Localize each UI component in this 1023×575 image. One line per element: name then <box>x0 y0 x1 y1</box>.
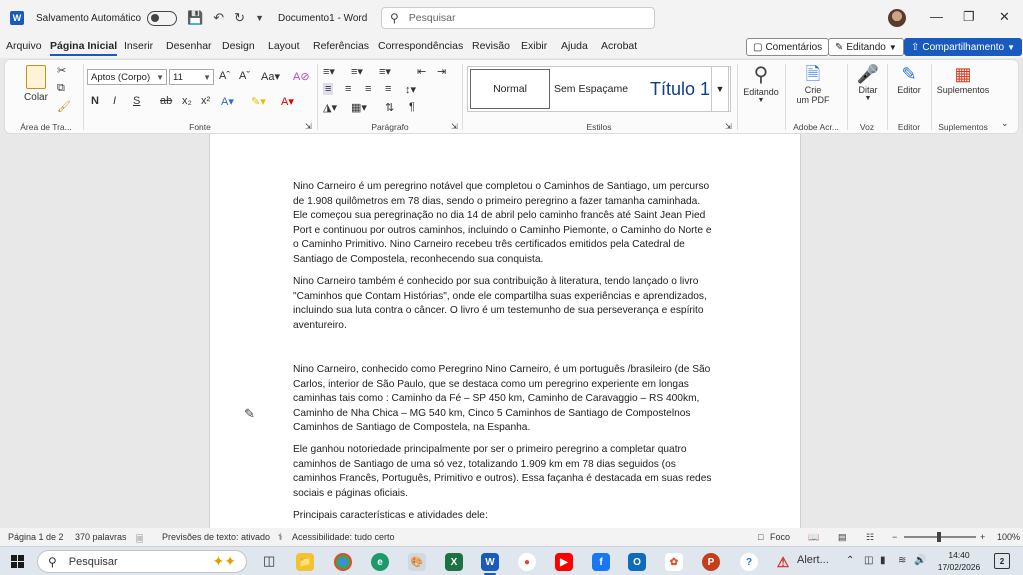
tab-design[interactable]: Design <box>222 40 255 52</box>
chevron-down-icon: ▼ <box>1007 42 1016 52</box>
group-label-paragraph: Parágrafo <box>371 122 409 132</box>
battery-icon[interactable]: ▮ <box>880 555 886 566</box>
ribbon <box>4 59 1019 134</box>
share-icon: ⇧ <box>911 41 920 53</box>
style-normal[interactable]: Normal <box>470 69 550 109</box>
tab-correspondencias[interactable]: Correspondências <box>378 40 464 52</box>
avatar[interactable] <box>888 9 906 27</box>
task-view-icon[interactable]: ◫ <box>263 553 276 568</box>
editing-label: Editando <box>846 41 886 53</box>
sparkle-icon: ✦✦ <box>212 553 236 569</box>
styles-gallery <box>467 66 731 112</box>
paste-button[interactable] <box>23 65 49 104</box>
superscript-icon[interactable]: x² <box>201 95 211 107</box>
multilevel-list-icon[interactable]: ≡▾ <box>379 66 391 78</box>
editing-button-label: Editando <box>743 87 779 97</box>
edge-icon[interactable]: e <box>371 553 389 571</box>
comments-label: Comentários <box>765 41 823 53</box>
find-icon: ⚲ <box>753 64 769 86</box>
maps-icon[interactable]: ● <box>518 553 536 571</box>
focus-icon: □ <box>758 532 764 542</box>
collapse-ribbon-icon[interactable]: ⌄ <box>1001 118 1009 128</box>
text-predictions[interactable]: Previsões de texto: ativado <box>162 532 271 542</box>
taskbar-search-placeholder: Pesquisar <box>68 555 118 568</box>
volume-icon[interactable]: 🔊 <box>914 555 927 566</box>
paste-label: Colar <box>24 92 48 103</box>
addins-grid-icon: ▦ <box>954 64 972 84</box>
styles-more-button[interactable] <box>711 66 729 112</box>
photos-icon[interactable]: ✿ <box>665 553 683 571</box>
status-bar <box>0 528 1023 546</box>
create-pdf-button[interactable] <box>791 64 835 105</box>
chevron-down-icon: ▼ <box>888 42 897 52</box>
addins-button[interactable] <box>933 64 993 95</box>
restore-icon[interactable]: ❐ <box>963 9 975 24</box>
quick-access-menu-icon[interactable]: ▼ <box>255 13 264 23</box>
dialog-launcher-icon[interactable]: ⇲ <box>305 122 312 131</box>
borders-icon[interactable]: ▦▾ <box>351 102 367 114</box>
group-separator <box>847 64 848 130</box>
powerpoint-icon[interactable]: P <box>702 553 720 571</box>
grow-font-icon[interactable]: Aˆ <box>219 70 230 82</box>
numbering-icon[interactable]: ≡▾ <box>351 66 363 78</box>
group-label-styles: Estilos <box>586 122 612 132</box>
zoom-slider[interactable] <box>904 536 976 538</box>
tab-revisao[interactable]: Revisão <box>472 40 510 52</box>
group-label-adobe: Adobe Acr... <box>793 122 839 132</box>
show-formatting-icon[interactable]: ¶ <box>409 101 415 113</box>
document-title: Documento1 - Word <box>277 12 368 24</box>
editing-mode-button[interactable] <box>828 38 904 56</box>
tab-inserir[interactable]: Inserir <box>124 40 154 52</box>
copy-icon[interactable]: ⧉ <box>57 82 65 94</box>
read-mode-icon[interactable]: 📖 <box>808 532 820 542</box>
help-icon[interactable]: ? <box>740 553 758 571</box>
highlight-icon[interactable]: ✎▾ <box>251 96 266 108</box>
tab-ajuda[interactable]: Ajuda <box>561 40 588 52</box>
chevron-down-icon: ▼ <box>715 84 725 94</box>
alert-label[interactable]: Alert... <box>797 554 829 566</box>
word-count[interactable]: 370 palavras <box>75 532 127 542</box>
notification-count: 2 <box>999 556 1005 566</box>
line-spacing-icon[interactable]: ↕▾ <box>405 84 417 96</box>
paragraph-5[interactable]: Principais características e atividades dele: <box>293 510 488 521</box>
zoom-level[interactable]: 100% <box>997 532 1021 542</box>
tab-acrobat[interactable]: Acrobat <box>601 40 638 52</box>
group-separator <box>462 64 463 130</box>
notifications-icon[interactable] <box>994 553 1010 569</box>
autosave-label: Salvamento Automático <box>36 12 142 24</box>
font-size-select[interactable] <box>169 69 214 85</box>
text-effects-icon[interactable]: A▾ <box>221 96 234 108</box>
tab-arquivo[interactable]: Arquivo <box>6 40 42 52</box>
paragraph-1[interactable]: Nino Carneiro é um peregrino notável que completou o Caminhos de Santiago, um percurso de 1.908 quilômetros em 78 dias, sendo o primeiro peregrino a fazer tamanha caminhada. Ele começou sua peregrinação no dia 14 de abril pelo caminho francês até Saint Jean Pied Port e continuou por outros caminhos, incluindo o Caminho Piemonte, o Caminho do Norte e o Caminho Primitivo. Nino Carneiro recebeu três certificados emitidos pela Catedral de Santiago de Compostela, reconhecendo sua conquista. <box>293 181 712 265</box>
share-button[interactable] <box>904 38 1022 56</box>
justify-icon[interactable]: ≡ <box>385 83 392 95</box>
bullets-icon[interactable]: ≡▾ <box>323 66 335 78</box>
search-input[interactable] <box>381 7 655 29</box>
focus-button[interactable]: Foco <box>770 532 791 542</box>
group-separator <box>317 64 318 130</box>
group-separator <box>887 64 888 130</box>
comment-icon: ▢ <box>753 41 763 53</box>
change-case-icon[interactable]: Aa▾ <box>261 71 280 83</box>
group-label-clipboard: Área de Tra... <box>20 122 72 132</box>
zoom-slider-thumb[interactable] <box>937 532 941 542</box>
youtube-icon[interactable]: ▶ <box>555 553 573 571</box>
file-explorer-icon[interactable]: 📁 <box>296 553 314 571</box>
pen-cursor-icon: ✎ <box>244 406 255 421</box>
search-icon: ⚲ <box>48 554 57 569</box>
minimize-icon[interactable]: — <box>930 9 943 24</box>
format-painter-icon[interactable]: 🖌 <box>57 101 71 113</box>
search-icon: ⚲ <box>390 11 399 25</box>
cut-icon[interactable]: ✂ <box>57 65 67 77</box>
excel-icon[interactable]: X <box>445 553 463 571</box>
clock[interactable] <box>934 549 984 573</box>
document-canvas[interactable] <box>0 134 1023 528</box>
wifi-icon[interactable]: ≋ <box>898 555 907 566</box>
clock-date: 17/02/2026 <box>937 562 981 572</box>
zoom-in-icon[interactable]: + <box>980 532 986 542</box>
zoom-out-icon[interactable]: − <box>892 532 898 542</box>
group-label-font: Fonte <box>189 122 211 132</box>
save-icon[interactable]: 💾 <box>187 10 204 25</box>
paragraph-4[interactable]: Ele ganhou notoriedade principalmente por ser o primeiro peregrino a completar quatro caminhos de Santiago de uma só vez, totalizando 1.909 km em 78 dias seguidos (os caminhos Francês, Português, Primitivo e outros). Essa façanha é destacada em suas redes sociais e páginas oficiais. <box>293 444 712 499</box>
tab-exibir[interactable]: Exibir <box>521 40 548 52</box>
group-separator <box>737 64 738 130</box>
italic-button[interactable]: I <box>113 95 117 107</box>
dialog-launcher-icon[interactable]: ⇲ <box>451 122 458 131</box>
addins-label: Suplementos <box>936 84 990 95</box>
tab-desenhar[interactable]: Desenhar <box>166 40 212 52</box>
clipboard-icon <box>26 65 46 89</box>
editor-pen-icon: ✎ <box>901 64 917 84</box>
microphone-icon: 🎤 <box>856 64 880 84</box>
menu-bar <box>0 36 1023 58</box>
group-separator <box>931 64 932 130</box>
increase-indent-icon[interactable]: ⇥ <box>437 66 447 78</box>
pencil-icon: ✎ <box>835 41 844 53</box>
accessibility-status[interactable]: Acessibilidade: tudo certo <box>292 532 395 542</box>
font-name-select[interactable] <box>87 69 167 85</box>
proofing-icon[interactable]: 🗏 <box>136 534 144 544</box>
pdf-icon: 🗎 <box>805 64 821 84</box>
camera-icon[interactable]: ◫ <box>864 555 874 566</box>
font-color-icon[interactable]: A▾ <box>281 96 294 108</box>
undo-icon[interactable]: ↶ <box>213 10 225 25</box>
editor-label: Editor <box>897 84 921 95</box>
share-label: Compartilhamento <box>922 41 1005 53</box>
shading-icon[interactable]: ◮▾ <box>323 102 337 114</box>
chevron-up-icon[interactable]: ⌃ <box>846 555 855 566</box>
group-separator <box>83 64 84 130</box>
clear-formatting-icon[interactable]: A⊘ <box>293 71 310 83</box>
align-left-icon[interactable]: ≡ <box>325 83 332 95</box>
strikethrough-icon[interactable]: ab <box>160 95 173 107</box>
windows-start-icon[interactable] <box>11 555 24 568</box>
accessibility-icon: ⚕ <box>278 532 283 542</box>
create-pdf-label-1: Crie <box>804 84 822 95</box>
page-count[interactable]: Página 1 de 2 <box>8 532 64 542</box>
group-label-addins: Suplementos <box>938 122 988 132</box>
search-placeholder: Pesquisar <box>408 12 456 24</box>
create-pdf-label-2: um PDF <box>796 95 830 106</box>
taskbar-search-input[interactable] <box>37 550 247 573</box>
title-bar <box>0 0 1023 36</box>
word-taskbar-icon[interactable]: W <box>481 553 499 571</box>
group-label-editor: Editor <box>897 122 921 132</box>
group-separator <box>785 64 786 130</box>
paragraph-2[interactable]: Nino Carneiro também é conhecido por sua contribuição à literatura, tendo lançado o livro "Caminhos que Contam Histórias", onde ele compartilha suas experiências e aprendizados, incluindo sua luta contra o câncer. O livro é um testemunho de sua perseverança e espírito aventureiro. <box>293 276 707 331</box>
clock-time: 14:40 <box>948 550 970 560</box>
font-size-value: 11 <box>173 71 183 83</box>
word-logo-icon: W <box>10 11 24 25</box>
subscript-icon[interactable]: x₂ <box>182 95 192 107</box>
autosave-toggle[interactable] <box>147 11 177 26</box>
outlook-icon[interactable]: O <box>628 553 646 571</box>
align-center-icon[interactable]: ≡ <box>345 83 352 95</box>
underline-button[interactable]: S <box>133 95 141 107</box>
editor-button[interactable] <box>891 64 927 95</box>
paint-icon[interactable]: 🎨 <box>408 553 426 571</box>
close-icon[interactable]: ✕ <box>999 9 1010 24</box>
tab-referencias[interactable]: Referências <box>313 40 370 52</box>
shrink-font-icon[interactable]: Aˇ <box>239 70 250 82</box>
web-layout-icon[interactable]: ☷ <box>866 532 875 542</box>
group-label-voice: Voz <box>859 122 875 132</box>
comments-button[interactable] <box>746 38 829 56</box>
decrease-indent-icon[interactable]: ⇤ <box>417 66 427 78</box>
dialog-launcher-icon[interactable]: ⇲ <box>725 122 732 131</box>
print-layout-icon[interactable]: ▤ <box>838 532 847 542</box>
align-right-icon[interactable]: ≡ <box>365 83 372 95</box>
redo-icon[interactable]: ↻ <box>234 10 246 25</box>
chevron-down-icon: ▼ <box>156 72 164 82</box>
facebook-icon[interactable]: f <box>592 553 610 571</box>
font-name-value: Aptos (Corpo) <box>91 71 151 83</box>
style-no-spacing[interactable]: Sem Espaçame <box>553 83 629 95</box>
chevron-down-icon: ▼ <box>757 97 765 105</box>
editing-button[interactable] <box>739 64 783 105</box>
chevron-down-icon: ▼ <box>864 95 872 103</box>
dictate-button[interactable] <box>851 64 885 103</box>
taskbar <box>0 546 1023 575</box>
paragraph-3[interactable]: Nino Carneiro, conhecido como Peregrino Nino Carneiro, é um português /brasileiro (de São Carlos, interior de São Paulo, que se destaca como um peregrino experiente em longas caminhas tais como : Caminho da Fé – SP 450 km, Caminho de Caravaggio – RS 400km, Caminho de Nha Chica – MG 540 km, Cinco 5 Caminhos de Santiago de Compostelnos Caminhos de Santiago de Compostela, na Espanha. <box>293 364 711 433</box>
chevron-down-icon: ▼ <box>203 72 211 82</box>
dictate-label: Ditar <box>858 84 878 95</box>
tab-layout[interactable]: Layout <box>268 40 300 52</box>
document-page[interactable] <box>209 134 801 528</box>
bold-button[interactable]: N <box>91 95 99 107</box>
style-heading-1[interactable]: Título 1 <box>649 78 711 99</box>
alert-warning-icon[interactable]: ⚠ <box>776 553 790 570</box>
chrome-icon[interactable] <box>334 553 352 571</box>
tab-pagina-inicial[interactable]: Página Inicial <box>50 40 117 56</box>
sort-icon[interactable]: ⇅ <box>385 102 395 114</box>
